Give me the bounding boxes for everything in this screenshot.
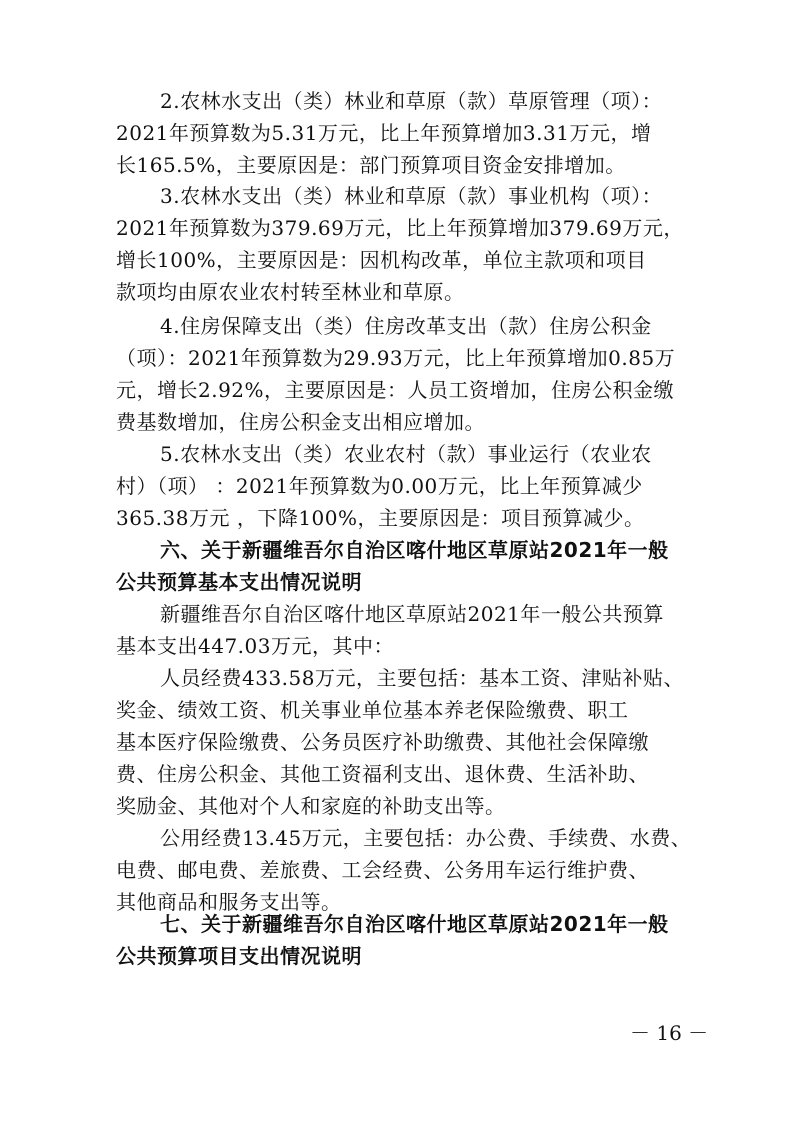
body-line: 5.农林水支出（类）农业农村（款）事业运行（农业农 (160, 442, 652, 466)
body-line: 元，增长2.92%，主要原因是：人员工资增加，住房公积金缴 (116, 378, 675, 402)
body-line: 奖励金、其他对个人和家庭的补助支出等。 (116, 794, 506, 818)
section-heading: 七、关于新疆维吾尔自治区喀什地区草原站2021年一般 (160, 912, 669, 936)
body-line: 365.38万元 ，下降100%，主要原因是：项目预算减少。 (116, 506, 645, 530)
section-heading: 公共预算基本支出情况说明 (116, 570, 362, 594)
body-line: 村）（项） ：2021年预算数为0.00万元，比上年预算减少 (116, 474, 643, 498)
page-number: － 16 － (630, 1021, 709, 1045)
body-line: 其他商品和服务支出等。 (116, 890, 342, 914)
body-line: 2021年预算数为379.69万元，比上年预算增加379.69万元， (116, 216, 684, 240)
body-line: 2021年预算数为5.31万元，比上年预算增加3.31万元，增 (116, 121, 652, 145)
body-line: 人员经费433.58万元，主要包括：基本工资、津贴补贴、 (160, 666, 684, 690)
body-line: 增长100%，主要原因是：因机构改革，单位主款项和项目 (116, 248, 647, 272)
body-line: 费、住房公积金、其他工资福利支出、退休费、生活补助、 (116, 762, 649, 786)
body-line: 3.农林水支出（类）林业和草原（款）事业机构（项）： (160, 184, 663, 208)
body-line: 公用经费13.45万元，主要包括：办公费、手续费、水费、 (160, 826, 692, 850)
body-line: （项）：2021年预算数为29.93万元，比上年预算增加0.85万 (116, 346, 676, 370)
body-line: 2.农林水支出（类）林业和草原（款）草原管理（项）： (160, 89, 663, 113)
body-line: 基本医疗保险缴费、公务员医疗补助缴费、其他社会保障缴 (116, 730, 649, 754)
body-line: 款项均由原农业农村转至林业和草原。 (116, 280, 465, 304)
section-heading: 公共预算项目支出情况说明 (116, 944, 362, 968)
body-line: 新疆维吾尔自治区喀什地区草原站2021年一般公共预算 (160, 602, 664, 626)
section-heading: 六、关于新疆维吾尔自治区喀什地区草原站2021年一般 (160, 538, 669, 562)
body-line: 费基数增加，住房公积金支出相应增加。 (116, 410, 485, 434)
body-line: 奖金、绩效工资、机关事业单位基本养老保险缴费、职工 (116, 698, 629, 722)
body-line: 4.住房保障支出（类）住房改革支出（款）住房公积金 (160, 314, 652, 338)
body-line: 电费、邮电费、差旅费、工会经费、公务用车运行维护费、 (116, 858, 649, 882)
body-line: 基本支出447.03万元，其中： (116, 634, 394, 658)
body-line: 长165.5%，主要原因是：部门预算项目资金安排增加。 (116, 153, 626, 177)
